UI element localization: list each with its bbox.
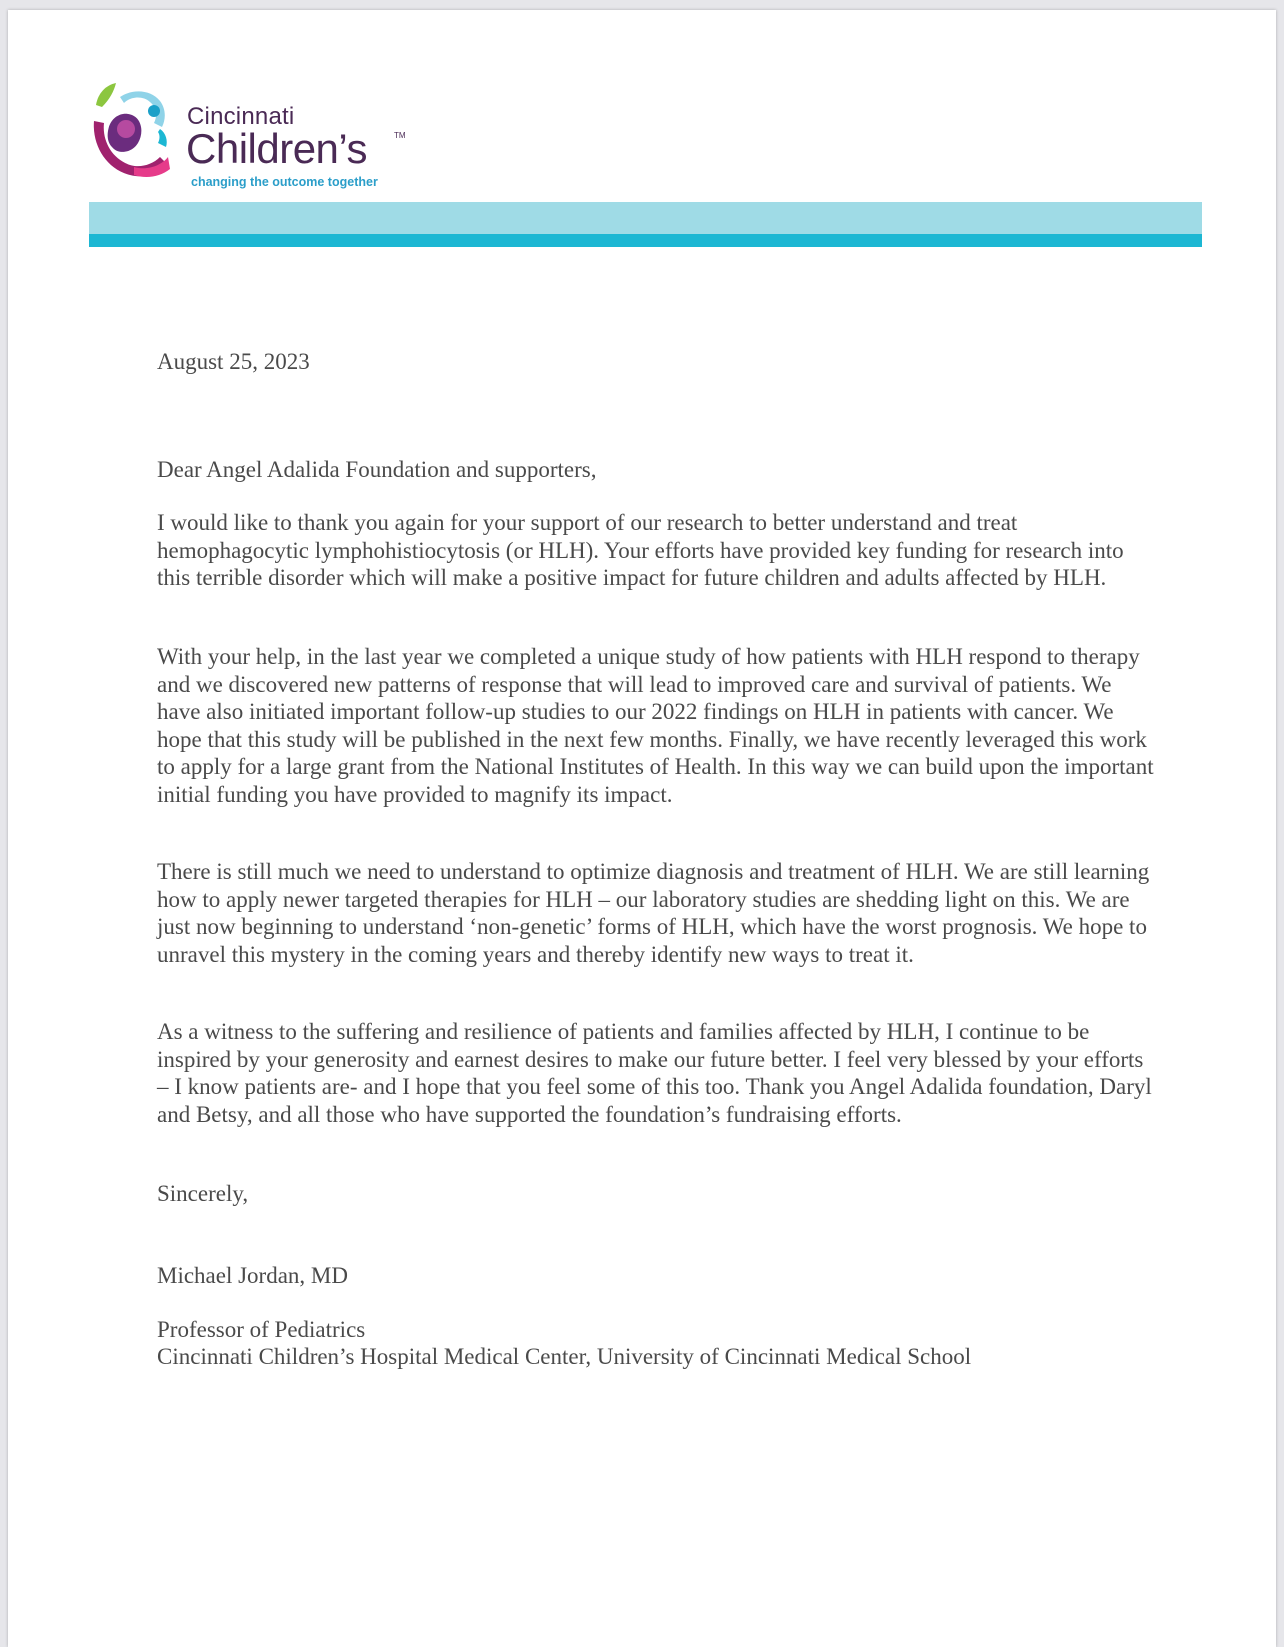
logo-text-childrens: Children’s [186,125,367,172]
letter-paragraph: With your help, in the last year we completed a unique study of how patients with HLH respond to therapy and we discovered new patterns of response that will lead to improved care and survival of patients. We have also initiated important follow-up studies to our 2022 findings on HLH in patients with cancer. We hope that this study will be published in the next few months. Finally, we have recently leveraged this work to apply for a large grant from the National Institutes of Health. In this way we can build upon the important initial funding you have provided to magnify its impact. [157,644,1154,807]
logo-trademark: TM [394,131,406,140]
letter-paragraph: There is still much we need to understand to optimize diagnosis and treatment of HLH. We are still learning how to apply newer targeted therapies for HLH – our laboratory studies are shedding light on this. We are just now beginning to understand ‘non-genetic’ forms of HLH, which have the worst prognosis. We hope to unravel this mystery in the coming years and thereby identify new ways to treat it. [157,859,1150,967]
logo-text-cincinnati: Cincinnati [187,103,295,130]
logo-swirl-icon [88,75,188,185]
letter-signer-name: Michael Jordan, MD [157,1263,348,1288]
cincinnati-childrens-logo [88,75,408,195]
letter-date: August 25, 2023 [157,349,310,374]
letter-paragraph: As a witness to the suffering and resilience of patients and families affected by HLH, I continue to be inspired by your generosity and earnest desires to make our future better. I feel very blessed by your efforts – I know patients are- and I hope that you feel some of this too. Thank you Angel Adalida foundation, Daryl and Betsy, and all those who have supported the foundation’s fundraising efforts. [157,1019,1152,1127]
letter-page [8,10,1276,1647]
letter-paragraph: I would like to thank you again for your support of our research to better understand and treat hemophagocytic lymphohistiocytosis (or HLH). Your efforts have provided key funding for research into this terrible disorder which will make a positive impact for future children and adults affected by HLH. [157,510,1124,590]
letter-closing: Sincerely, [157,1181,249,1206]
letter-signer-affiliation: Cincinnati Children’s Hospital Medical Center, University of Cincinnati Medical School [157,1344,972,1369]
letter-signer-title: Professor of Pediatrics [157,1317,366,1342]
header-band-dark [89,234,1202,247]
header-band-light [89,202,1202,234]
letter-salutation: Dear Angel Adalida Foundation and supporters, [157,457,597,482]
logo-tagline: changing the outcome together [191,175,378,189]
